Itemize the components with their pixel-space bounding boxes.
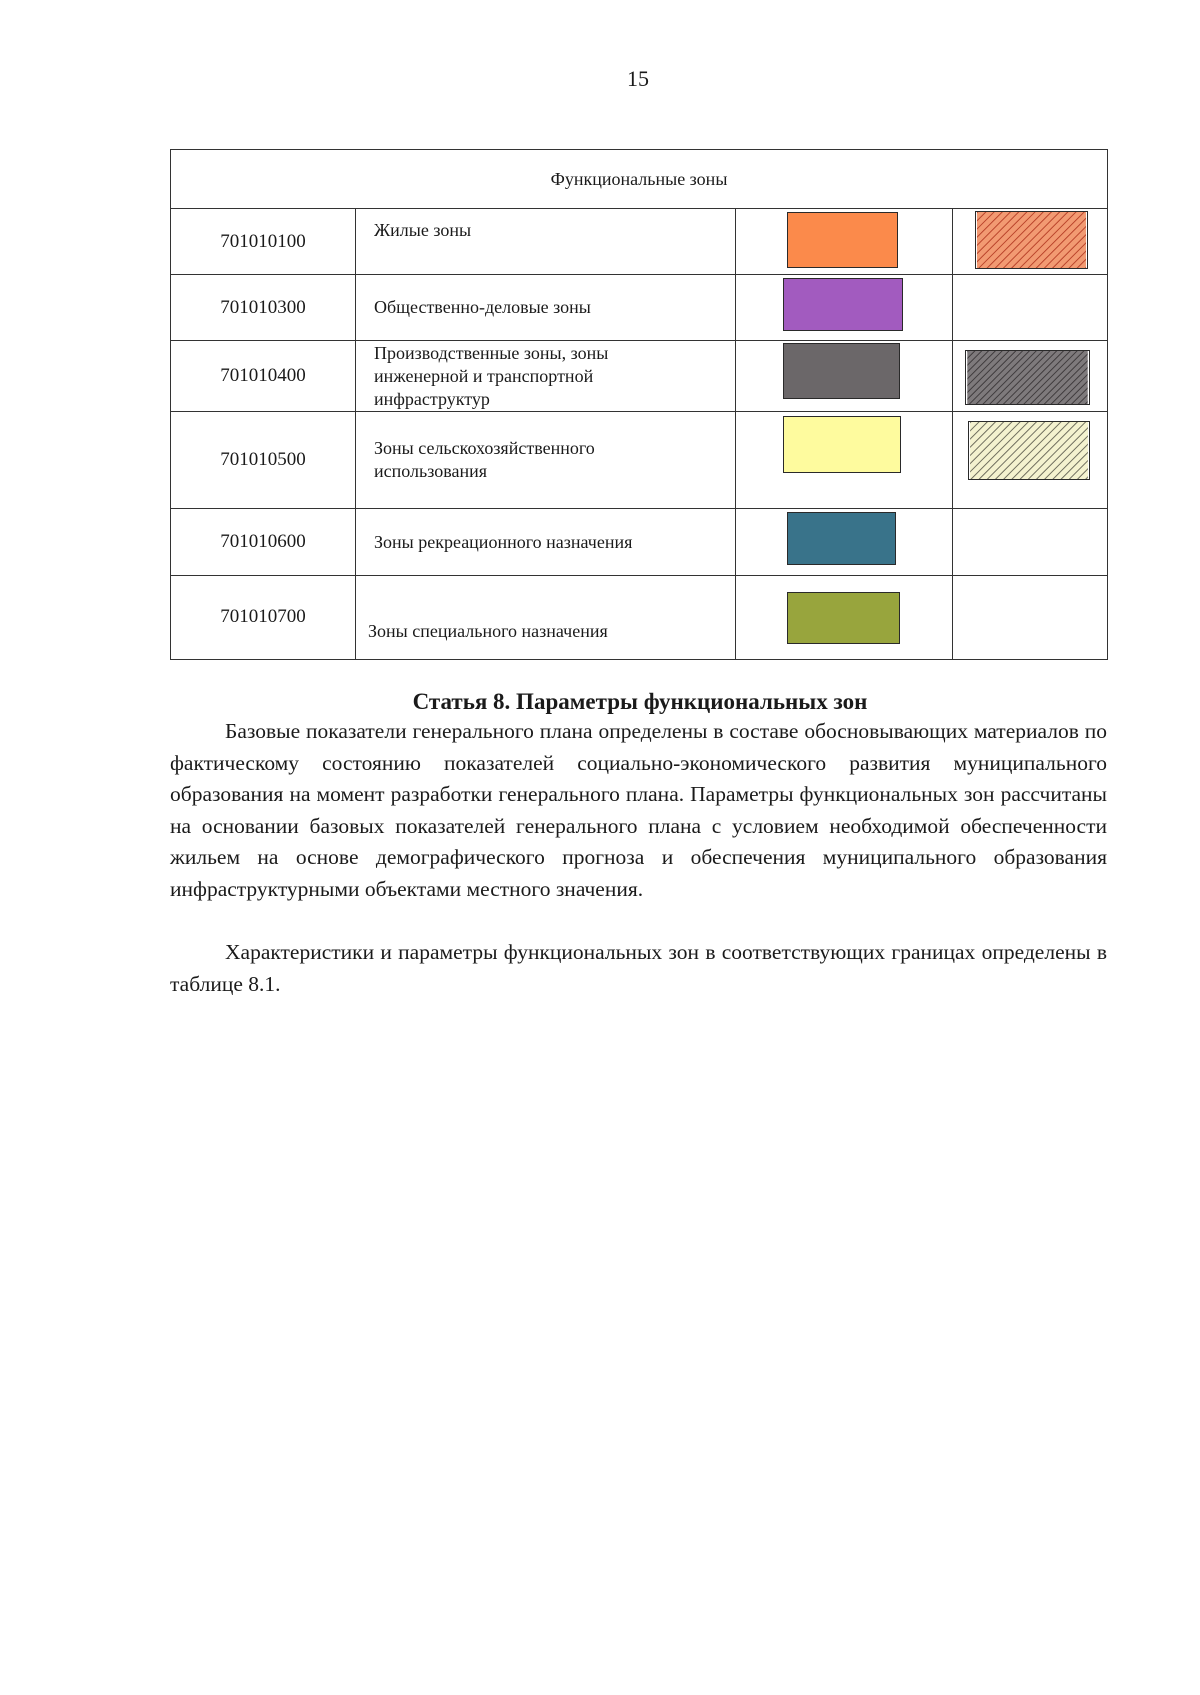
table-row: [171, 509, 1108, 576]
zone-color-swatch: [787, 512, 896, 565]
zone-hatch-cell: [953, 341, 1108, 412]
yellow-hatch-icon: [968, 421, 1090, 480]
zone-color-swatch: [787, 592, 900, 644]
zone-hatch-cell: [953, 576, 1108, 660]
table-header: Функциональные зоны: [171, 150, 1108, 209]
functional-zones-table: [170, 149, 1108, 660]
zone-code: 701010700: [171, 576, 356, 660]
zone-color-swatch: [783, 278, 903, 331]
article-paragraph: Базовые показатели генерального плана определены в составе обосновывающих материалов по фактическому состоянию показателей социально-экономического развития муниципального образования на момент разработки генерального плана. Параметры функциональных зон рассчитаны на основании базовых показателей генерального плана с условием необходимой обеспеченности жильем на основе демографического прогноза и обеспечения муниципального образования инфраструктурными объектами местного значения.: [170, 719, 1107, 901]
table-row: [171, 275, 1108, 341]
zone-color-cell: [736, 412, 953, 509]
zone-hatch-cell: [953, 209, 1108, 275]
zone-color-cell: [736, 341, 953, 412]
zone-code: 701010100: [171, 209, 356, 275]
zone-color-cell: [736, 576, 953, 660]
zone-color-cell: [736, 275, 953, 341]
zone-color-cell: [736, 509, 953, 576]
zone-hatch-cell: [953, 275, 1108, 341]
zone-name: Зоны сельскохозяйственного использования: [356, 412, 736, 509]
table-row: [171, 341, 1108, 412]
zone-code: 701010400: [171, 341, 356, 412]
zone-name: Зоны специального назначения: [356, 576, 736, 660]
article-paragraph: Характеристики и параметры функциональных зон в соответствующих границах определены в таблице 8.1.: [170, 940, 1107, 996]
orange-hatch-icon: [975, 211, 1088, 269]
zone-code: 701010300: [171, 275, 356, 341]
zone-name: Жилые зоны: [356, 209, 736, 275]
zone-name: Производственные зоны, зоны инженерной и транспортной инфраструктур: [356, 341, 736, 412]
zone-color-swatch: [783, 416, 901, 473]
zone-hatch-cell: [953, 509, 1108, 576]
zone-code: 701010600: [171, 509, 356, 576]
zone-name: Общественно-деловые зоны: [356, 275, 736, 341]
zone-color-swatch: [783, 343, 900, 399]
table-header-row: [171, 150, 1108, 209]
gray-hatch-icon: [965, 350, 1090, 405]
table-row: [171, 576, 1108, 660]
table-row: [171, 209, 1108, 275]
zone-hatch-cell: [953, 412, 1108, 509]
article-title: Статья 8. Параметры функциональных зон: [412, 689, 868, 714]
zone-color-cell: [736, 209, 953, 275]
zone-code: 701010500: [171, 412, 356, 509]
page-number: 15: [627, 66, 649, 91]
table-row: [171, 412, 1108, 509]
zone-color-swatch: [787, 212, 898, 268]
zone-name: Зоны рекреационного назначения: [356, 509, 736, 576]
